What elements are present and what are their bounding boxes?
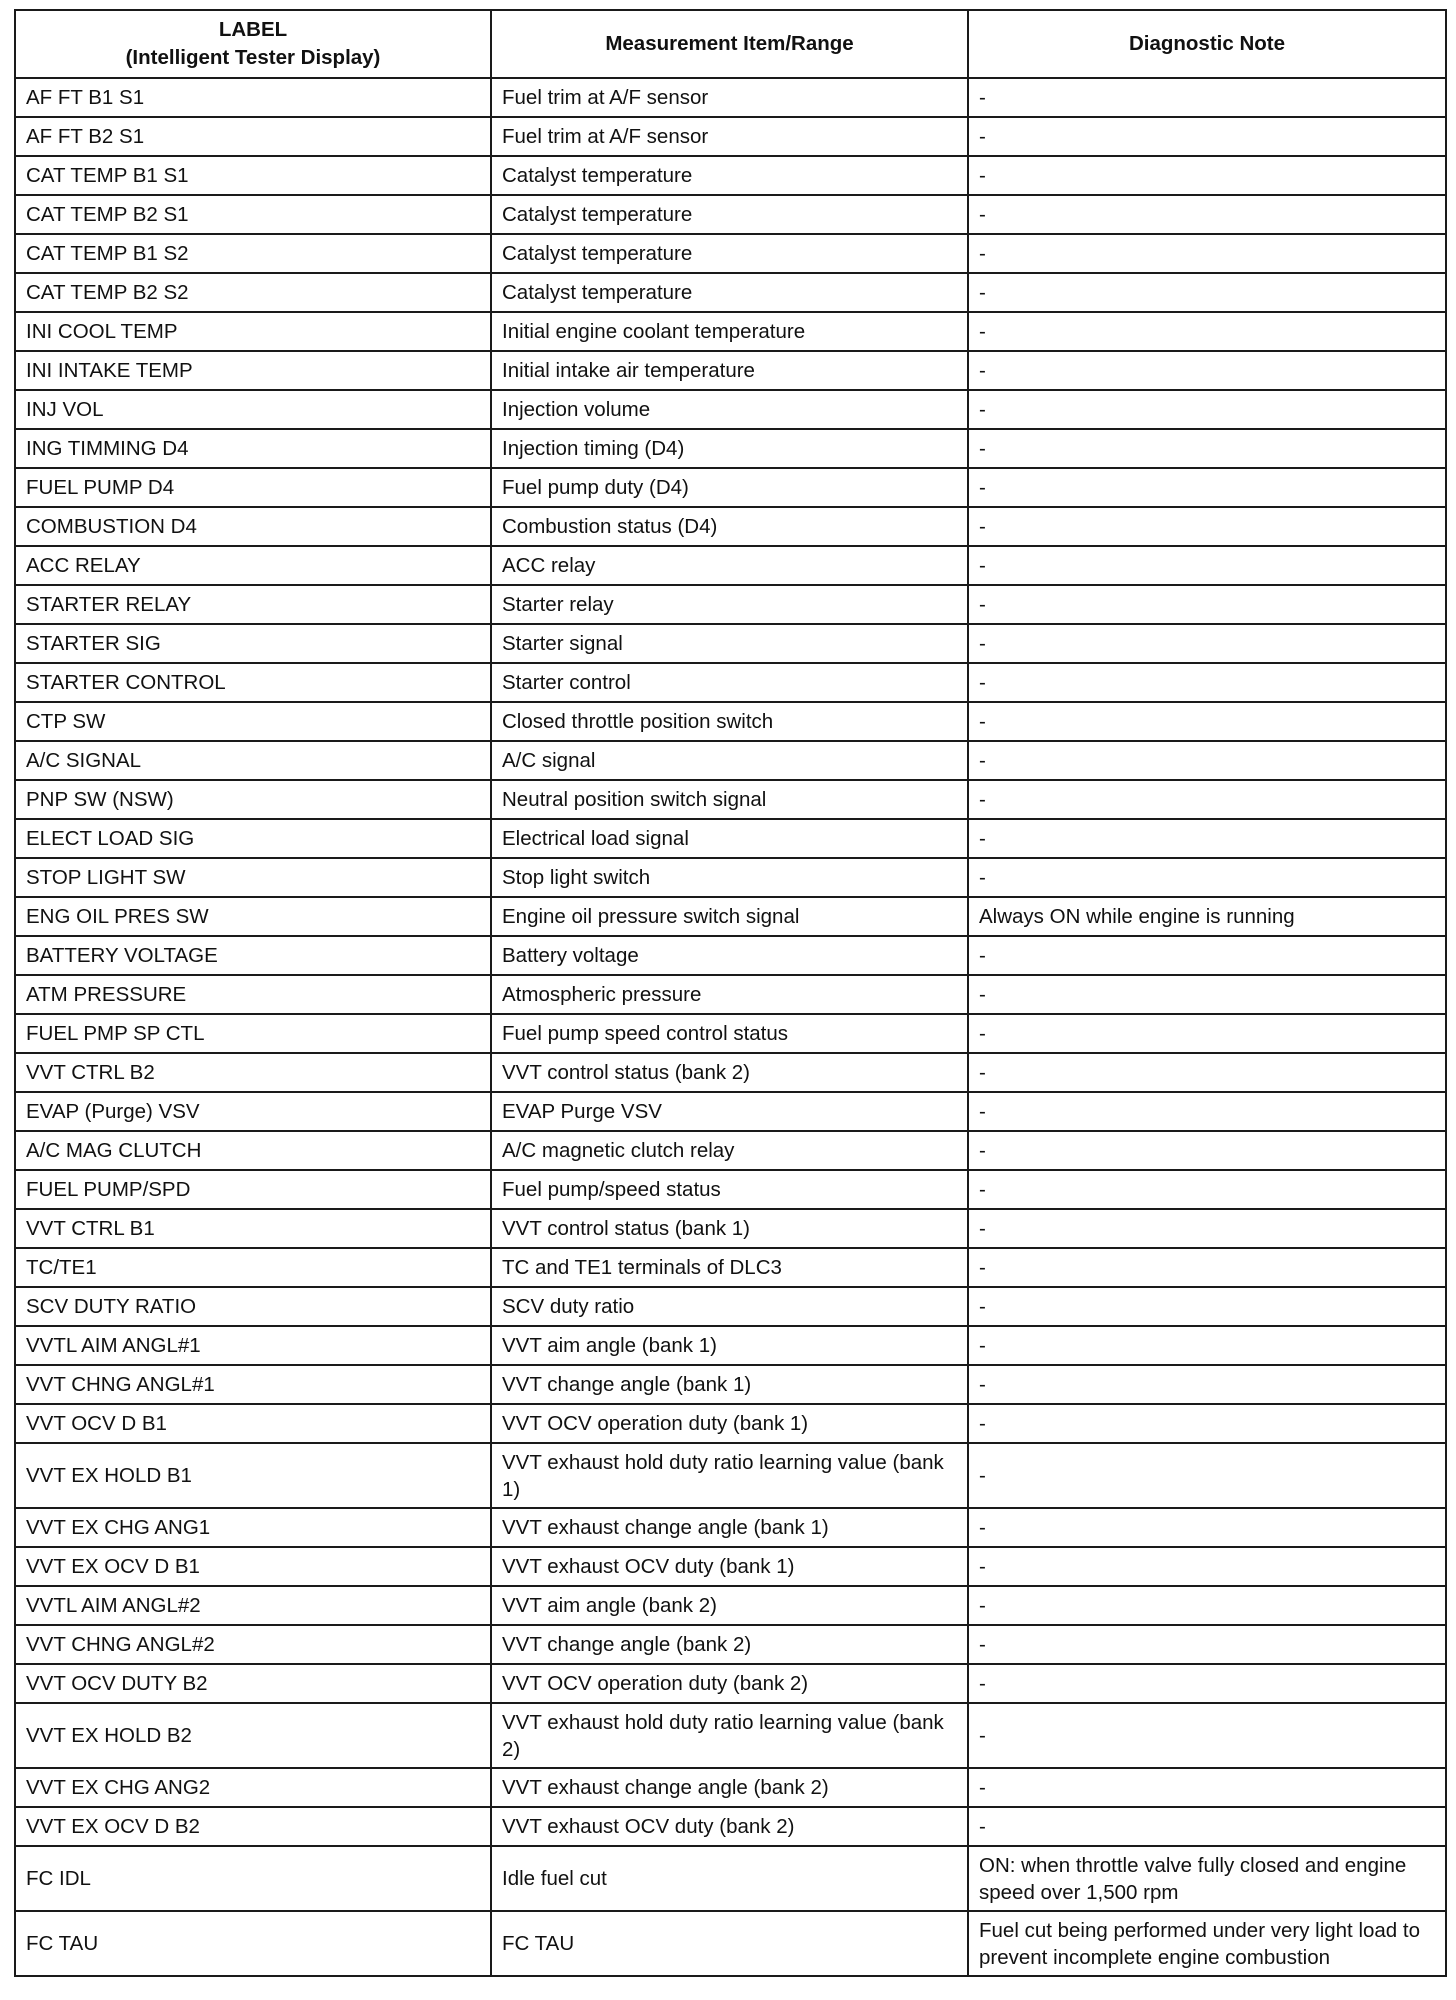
row-diagnostic-note-cell: - — [968, 1703, 1446, 1768]
row-label-cell: AF FT B2 S1 — [15, 117, 491, 156]
table-row — [15, 1248, 1446, 1287]
row-measurement-item-cell: Closed throttle position switch — [491, 702, 968, 741]
row-diagnostic-note-cell: - — [968, 546, 1446, 585]
row-measurement-item-cell: Fuel pump duty (D4) — [491, 468, 968, 507]
row-label-cell: VVT EX CHG ANG1 — [15, 1508, 491, 1547]
row-measurement-item-cell: SCV duty ratio — [491, 1287, 968, 1326]
row-diagnostic-note-cell: - — [968, 1092, 1446, 1131]
row-label-cell: FUEL PUMP D4 — [15, 468, 491, 507]
row-diagnostic-note-cell: - — [968, 1625, 1446, 1664]
table-row — [15, 819, 1446, 858]
row-measurement-item-cell: A/C signal — [491, 741, 968, 780]
table-row — [15, 312, 1446, 351]
header-measurement-item: Measurement Item/Range — [491, 10, 968, 78]
row-measurement-item-cell: TC and TE1 terminals of DLC3 — [491, 1248, 968, 1287]
row-label-cell: CAT TEMP B1 S1 — [15, 156, 491, 195]
row-diagnostic-note-cell: - — [968, 273, 1446, 312]
row-label-cell: VVT OCV D B1 — [15, 1404, 491, 1443]
row-diagnostic-note-cell: - — [968, 1170, 1446, 1209]
row-measurement-item-cell: Starter signal — [491, 624, 968, 663]
table-row — [15, 117, 1446, 156]
table-row — [15, 936, 1446, 975]
table-row — [15, 78, 1446, 117]
row-diagnostic-note-cell: - — [968, 78, 1446, 117]
row-label-cell: BATTERY VOLTAGE — [15, 936, 491, 975]
row-label-cell: STARTER CONTROL — [15, 663, 491, 702]
row-measurement-item-cell: Starter relay — [491, 585, 968, 624]
row-measurement-item-cell: Catalyst temperature — [491, 273, 968, 312]
row-label-cell: VVT CTRL B2 — [15, 1053, 491, 1092]
table-row — [15, 351, 1446, 390]
row-measurement-item-cell: VVT OCV operation duty (bank 2) — [491, 1664, 968, 1703]
row-label-cell: FC IDL — [15, 1846, 491, 1911]
row-label-cell: ING TIMMING D4 — [15, 429, 491, 468]
row-label-cell: CTP SW — [15, 702, 491, 741]
row-measurement-item-cell: Battery voltage — [491, 936, 968, 975]
table-row — [15, 1664, 1446, 1703]
table-row — [15, 1287, 1446, 1326]
row-measurement-item-cell: A/C magnetic clutch relay — [491, 1131, 968, 1170]
row-label-cell: STARTER RELAY — [15, 585, 491, 624]
header-label-line2: (Intelligent Tester Display) — [125, 46, 381, 69]
row-diagnostic-note-cell: - — [968, 1053, 1446, 1092]
table-row — [15, 1404, 1446, 1443]
row-diagnostic-note-cell: - — [968, 351, 1446, 390]
row-diagnostic-note-cell: - — [968, 507, 1446, 546]
table-row — [15, 975, 1446, 1014]
table-row — [15, 1014, 1446, 1053]
row-diagnostic-note-cell: - — [968, 1365, 1446, 1404]
row-measurement-item-cell: VVT OCV operation duty (bank 1) — [491, 1404, 968, 1443]
row-label-cell: FUEL PMP SP CTL — [15, 1014, 491, 1053]
row-diagnostic-note-cell: - — [968, 1404, 1446, 1443]
row-label-cell: CAT TEMP B2 S1 — [15, 195, 491, 234]
row-diagnostic-note-cell: - — [968, 1248, 1446, 1287]
table-row — [15, 273, 1446, 312]
row-diagnostic-note-cell: - — [968, 429, 1446, 468]
row-label-cell: VVT CTRL B1 — [15, 1209, 491, 1248]
row-diagnostic-note-cell: - — [968, 1209, 1446, 1248]
table-row — [15, 1547, 1446, 1586]
table-row — [15, 546, 1446, 585]
row-measurement-item-cell: Catalyst temperature — [491, 156, 968, 195]
row-measurement-item-cell: Catalyst temperature — [491, 195, 968, 234]
row-diagnostic-note-cell: - — [968, 1586, 1446, 1625]
row-diagnostic-note-cell: - — [968, 858, 1446, 897]
row-diagnostic-note-cell: - — [968, 936, 1446, 975]
row-diagnostic-note-cell: - — [968, 390, 1446, 429]
row-label-cell: STARTER SIG — [15, 624, 491, 663]
row-label-cell: AF FT B1 S1 — [15, 78, 491, 117]
row-measurement-item-cell: VVT control status (bank 1) — [491, 1209, 968, 1248]
row-label-cell: VVT OCV DUTY B2 — [15, 1664, 491, 1703]
row-diagnostic-note-cell: - — [968, 195, 1446, 234]
row-measurement-item-cell: Atmospheric pressure — [491, 975, 968, 1014]
row-diagnostic-note-cell: - — [968, 1131, 1446, 1170]
row-diagnostic-note-cell: - — [968, 1287, 1446, 1326]
table-row — [15, 1365, 1446, 1404]
row-measurement-item-cell: Stop light switch — [491, 858, 968, 897]
row-diagnostic-note-cell: - — [968, 312, 1446, 351]
header-label-line1: LABEL — [218, 18, 288, 41]
row-measurement-item-cell: Initial intake air temperature — [491, 351, 968, 390]
row-measurement-item-cell: VVT exhaust hold duty ratio learning value (bank 1) — [491, 1443, 968, 1508]
table-row — [15, 234, 1446, 273]
table-row — [15, 585, 1446, 624]
row-label-cell: VVTL AIM ANGL#2 — [15, 1586, 491, 1625]
table-row — [15, 1326, 1446, 1365]
table-row — [15, 897, 1446, 936]
table-row — [15, 663, 1446, 702]
row-diagnostic-note-cell: ON: when throttle valve fully closed and engine speed over 1,500 rpm — [968, 1846, 1446, 1911]
row-diagnostic-note-cell: - — [968, 741, 1446, 780]
row-diagnostic-note-cell: - — [968, 1768, 1446, 1807]
row-measurement-item-cell: ACC relay — [491, 546, 968, 585]
row-diagnostic-note-cell: - — [968, 624, 1446, 663]
row-diagnostic-note-cell: - — [968, 1443, 1446, 1508]
table-row — [15, 195, 1446, 234]
row-diagnostic-note-cell: - — [968, 1547, 1446, 1586]
table-row — [15, 741, 1446, 780]
row-label-cell: A/C SIGNAL — [15, 741, 491, 780]
row-label-cell: FUEL PUMP/SPD — [15, 1170, 491, 1209]
row-label-cell: INI COOL TEMP — [15, 312, 491, 351]
row-label-cell: A/C MAG CLUTCH — [15, 1131, 491, 1170]
row-diagnostic-note-cell: Always ON while engine is running — [968, 897, 1446, 936]
row-label-cell: CAT TEMP B2 S2 — [15, 273, 491, 312]
table-row — [15, 624, 1446, 663]
table-row — [15, 780, 1446, 819]
row-measurement-item-cell: VVT aim angle (bank 1) — [491, 1326, 968, 1365]
table-row — [15, 1131, 1446, 1170]
row-measurement-item-cell: VVT aim angle (bank 2) — [491, 1586, 968, 1625]
table-row — [15, 468, 1446, 507]
row-diagnostic-note-cell: Fuel cut being performed under very light load to prevent incomplete engine combustion — [968, 1911, 1446, 1976]
table-row — [15, 1911, 1446, 1976]
row-diagnostic-note-cell: - — [968, 780, 1446, 819]
row-measurement-item-cell: FC TAU — [491, 1911, 968, 1976]
row-diagnostic-note-cell: - — [968, 1664, 1446, 1703]
row-measurement-item-cell: Idle fuel cut — [491, 1846, 968, 1911]
row-diagnostic-note-cell: - — [968, 819, 1446, 858]
row-measurement-item-cell: Initial engine coolant temperature — [491, 312, 968, 351]
row-measurement-item-cell: Fuel pump speed control status — [491, 1014, 968, 1053]
row-measurement-item-cell: VVT exhaust change angle (bank 1) — [491, 1508, 968, 1547]
row-measurement-item-cell: Electrical load signal — [491, 819, 968, 858]
table-row — [15, 156, 1446, 195]
row-diagnostic-note-cell: - — [968, 702, 1446, 741]
row-measurement-item-cell: Injection timing (D4) — [491, 429, 968, 468]
table-row — [15, 1170, 1446, 1209]
table-row — [15, 1807, 1446, 1846]
row-measurement-item-cell: Neutral position switch signal — [491, 780, 968, 819]
row-label-cell: CAT TEMP B1 S2 — [15, 234, 491, 273]
row-measurement-item-cell: VVT exhaust OCV duty (bank 1) — [491, 1547, 968, 1586]
row-diagnostic-note-cell: - — [968, 975, 1446, 1014]
table-row — [15, 1209, 1446, 1248]
row-label-cell: VVT EX CHG ANG2 — [15, 1768, 491, 1807]
row-label-cell: VVT EX HOLD B1 — [15, 1443, 491, 1508]
row-diagnostic-note-cell: - — [968, 234, 1446, 273]
row-label-cell: ATM PRESSURE — [15, 975, 491, 1014]
row-measurement-item-cell: Catalyst temperature — [491, 234, 968, 273]
header-label — [15, 10, 491, 78]
row-measurement-item-cell: Fuel trim at A/F sensor — [491, 117, 968, 156]
table-row — [15, 507, 1446, 546]
row-diagnostic-note-cell: - — [968, 663, 1446, 702]
row-measurement-item-cell: VVT change angle (bank 1) — [491, 1365, 968, 1404]
row-measurement-item-cell: VVT control status (bank 2) — [491, 1053, 968, 1092]
row-measurement-item-cell: Starter control — [491, 663, 968, 702]
table-row — [15, 702, 1446, 741]
table-row — [15, 1703, 1446, 1768]
row-label-cell: STOP LIGHT SW — [15, 858, 491, 897]
row-diagnostic-note-cell: - — [968, 156, 1446, 195]
row-diagnostic-note-cell: - — [968, 1508, 1446, 1547]
table-row — [15, 1625, 1446, 1664]
table-row — [15, 1586, 1446, 1625]
row-diagnostic-note-cell: - — [968, 468, 1446, 507]
row-measurement-item-cell: Engine oil pressure switch signal — [491, 897, 968, 936]
row-label-cell: VVT EX HOLD B2 — [15, 1703, 491, 1768]
row-measurement-item-cell: Fuel pump/speed status — [491, 1170, 968, 1209]
row-label-cell: VVT EX OCV D B2 — [15, 1807, 491, 1846]
table-row — [15, 1443, 1446, 1508]
row-measurement-item-cell: Combustion status (D4) — [491, 507, 968, 546]
table-row — [15, 390, 1446, 429]
table-row — [15, 1508, 1446, 1547]
row-measurement-item-cell: Injection volume — [491, 390, 968, 429]
table-row — [15, 858, 1446, 897]
row-diagnostic-note-cell: - — [968, 1014, 1446, 1053]
row-measurement-item-cell: VVT exhaust change angle (bank 2) — [491, 1768, 968, 1807]
row-measurement-item-cell: VVT exhaust OCV duty (bank 2) — [491, 1807, 968, 1846]
header-diagnostic-note: Diagnostic Note — [968, 10, 1446, 78]
row-label-cell: FC TAU — [15, 1911, 491, 1976]
row-label-cell: COMBUSTION D4 — [15, 507, 491, 546]
row-label-cell: ELECT LOAD SIG — [15, 819, 491, 858]
row-label-cell: VVTL AIM ANGL#1 — [15, 1326, 491, 1365]
row-diagnostic-note-cell: - — [968, 1807, 1446, 1846]
row-diagnostic-note-cell: - — [968, 585, 1446, 624]
data-list-sheet — [14, 9, 1445, 1977]
row-label-cell: VVT CHNG ANGL#2 — [15, 1625, 491, 1664]
row-diagnostic-note-cell: - — [968, 117, 1446, 156]
table-row — [15, 1092, 1446, 1131]
row-label-cell: INJ VOL — [15, 390, 491, 429]
table-body — [15, 78, 1446, 1976]
row-label-cell: VVT CHNG ANGL#1 — [15, 1365, 491, 1404]
row-label-cell: EVAP (Purge) VSV — [15, 1092, 491, 1131]
row-diagnostic-note-cell: - — [968, 1326, 1446, 1365]
row-label-cell: SCV DUTY RATIO — [15, 1287, 491, 1326]
row-measurement-item-cell: VVT exhaust hold duty ratio learning value (bank 2) — [491, 1703, 968, 1768]
header-row — [15, 10, 1446, 78]
row-label-cell: ACC RELAY — [15, 546, 491, 585]
row-label-cell: TC/TE1 — [15, 1248, 491, 1287]
table-row — [15, 1846, 1446, 1911]
table-row — [15, 429, 1446, 468]
row-label-cell: PNP SW (NSW) — [15, 780, 491, 819]
table-row — [15, 1768, 1446, 1807]
row-label-cell: ENG OIL PRES SW — [15, 897, 491, 936]
row-measurement-item-cell: Fuel trim at A/F sensor — [491, 78, 968, 117]
row-measurement-item-cell: EVAP Purge VSV — [491, 1092, 968, 1131]
data-list-table — [14, 9, 1447, 1977]
table-row — [15, 1053, 1446, 1092]
row-label-cell: INI INTAKE TEMP — [15, 351, 491, 390]
row-measurement-item-cell: VVT change angle (bank 2) — [491, 1625, 968, 1664]
row-label-cell: VVT EX OCV D B1 — [15, 1547, 491, 1586]
